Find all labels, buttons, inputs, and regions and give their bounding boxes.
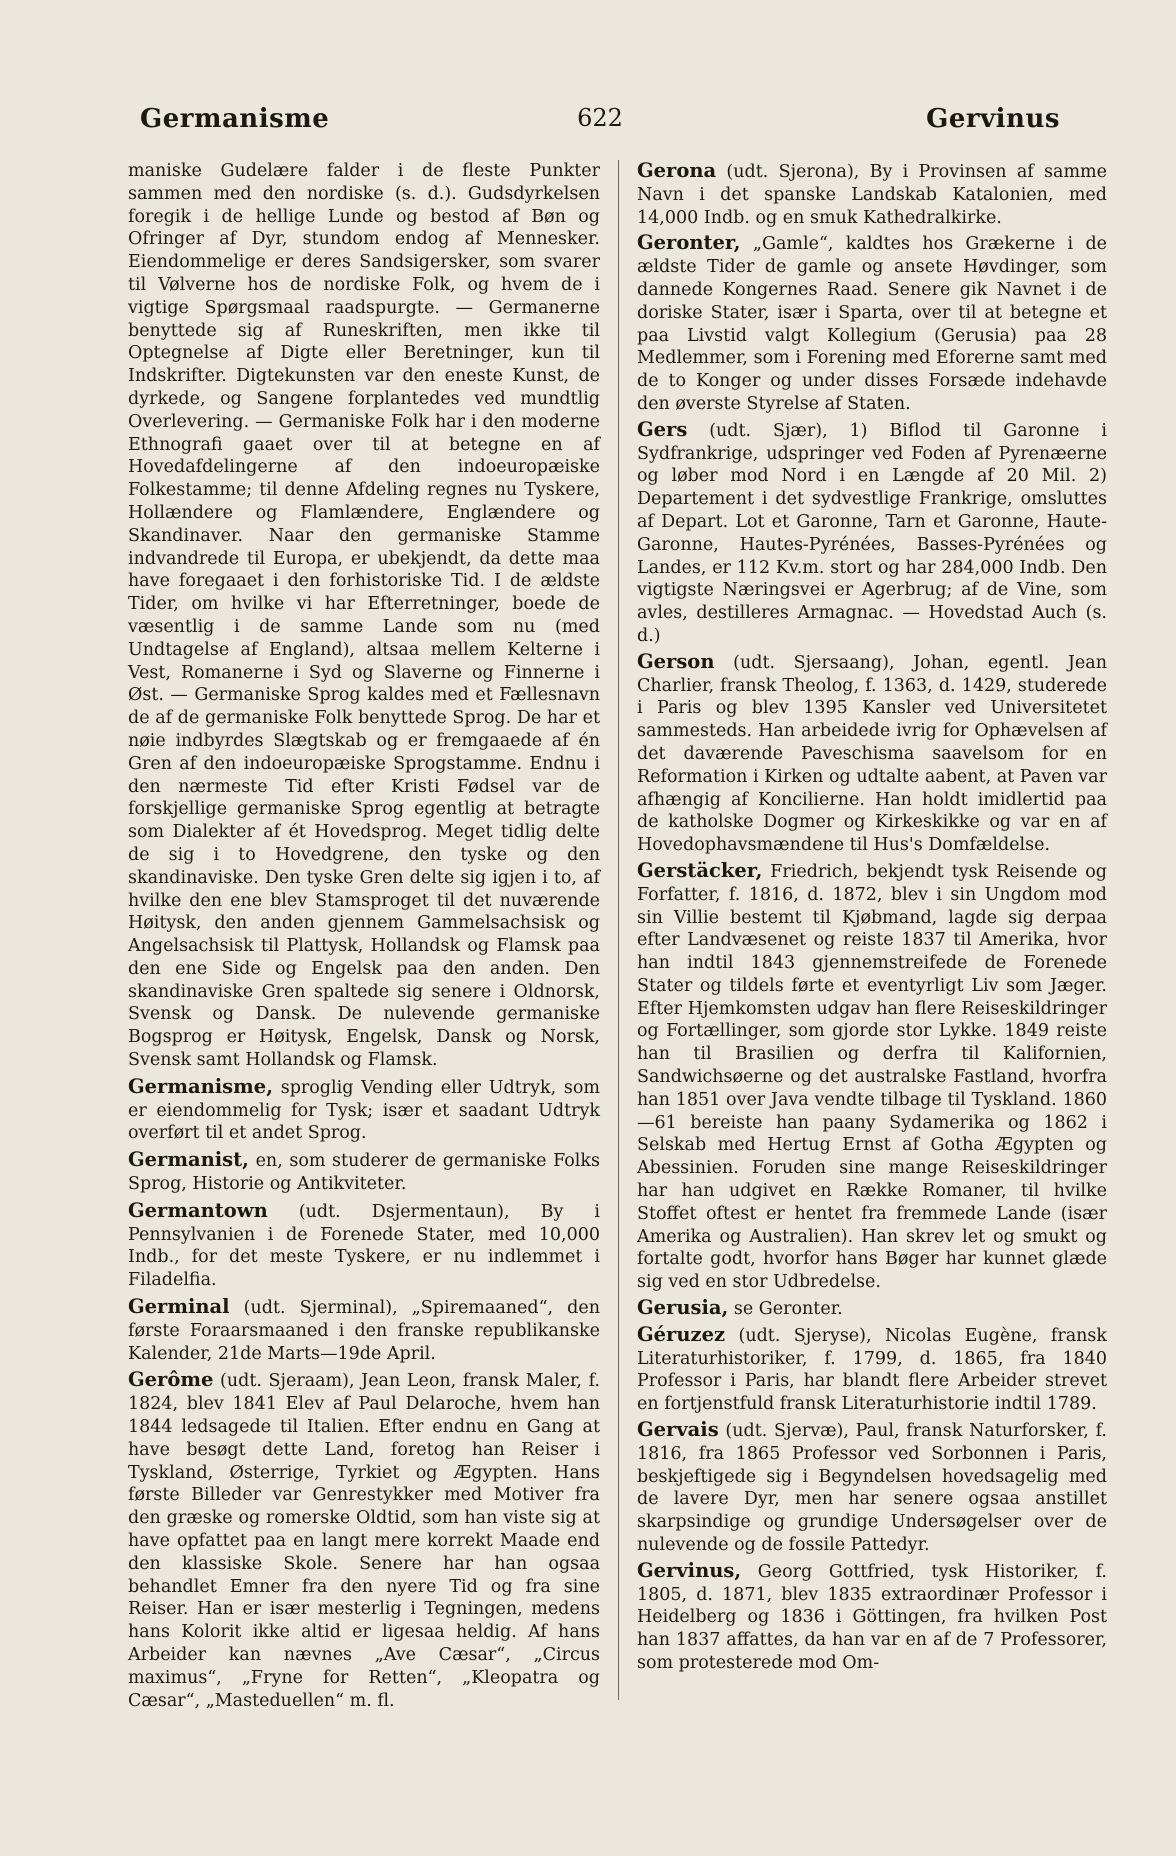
entry-germanist — [128, 1149, 600, 1196]
entry-headword: Germantown — [128, 1198, 268, 1222]
entry-headword: Geronter, — [637, 231, 741, 255]
entry-body: (udt. Sjær), 1) Biflod til Garonne i Sydfrankrige, udspringer ved Foden af Pyrenæerne og løber mod Nord i en Længde af 20 Mil. 2) Departement i det sydvestlige Frankrige, omsluttes af Depart. Lot et Garonne, Tarn et Garonne, Haute-Garonne, Hautes-Pyrénées, Basses-Pyrénées og Landes, er 112 Kv.m. stort og har 284,000 Indb. Den vigtigste Næringsvei er Agerbrug; af de Vine, som avles, destilleres Armagnac. — Hovedstad Auch (s. d.) — [637, 420, 1107, 646]
entry-gers — [637, 419, 1107, 648]
entry-body: (udt. Sjeraam), Jean Leon, fransk Maler, f. 1824, blev 1841 Elev af Paul Delaroche, hvem han 1844 ledsagede til Italien. Efter endnu en Gang at have besøgt dette Land, foretog han Reiser i Tyskland, Østerrige, Tyrkiet og Ægypten. Hans første Billeder var Genrestykker med Motiver fra den græske og romerske Oldtid, som han viste sig at have opfattet paa en langt mere korrekt Maade end den klassiske Skole. Senere har han ogsaa behandlet Emner fra den nyere Tid og fra sine Reiser. Han er især mesterlig i Tegningen, medens hans Kolorit ikke altid er ligesaa heldig. Af hans Arbeider kan nævnes „Ave Cæsar“, „Circus maximus“, „Fryne for Retten“, „Kleopatra og Cæsar“, „Masteduellen“ m. fl. — [128, 1371, 600, 1711]
entry-gerome — [128, 1369, 600, 1712]
entry-gervais — [637, 1419, 1107, 1557]
entry-headword: Germanist, — [128, 1148, 249, 1172]
entry-headword: Gerson — [637, 649, 715, 673]
continued-entry-text: maniske Gudelære falder i de fleste Punkter sammen med den nordiske (s. d.). Gudsdyrkelsen foregik i de hellige Lunde og bestod af Bøn og Ofringer af Dyr, stundom endog af Mennesker. Eiendommelige er deres Sandsigersker, som svarer til Vølverne hos de nordiske Folk, og hvem de i vigtige Spørgsmaal raadspurgte. — Germanerne benyttede sig af Runeskriften, men ikke til Optegnelse af Digte eller Beretninger, kun til Indskrifter. Digtekunsten var den eneste Kunst, de dyrkede, og Sangene forplantedes ved mundtlig Overlevering. — Germaniske Folk har i den moderne Ethnografi gaaet over til at betegne en af Hovedafdelingerne af den indoeuropæiske Folkestamme; til denne Afdeling regnes nu Tyskere, Hollændere og Flamlændere, Englændere og Skandinaver. Naar den germaniske Stamme indvandrede til Europa, er ubekjendt, da dette maa have foregaaet i den forhistoriske Tid. I de ældste Tider, om hvilke vi har Efterretninger, boede de væsentlig i de samme Lande som nu (med Undtagelse af England), altsaa mellem Kelterne i Vest, Romanerne i Syd og Slaverne og Finnerne i Øst. — Germaniske Sprog kaldes med et Fællesnavn de af de germaniske Folk benyttede Sprog. De har et nøie indbyrdes Slægtskab og er fremgaaede af én Gren af den indoeuropæiske Sprogstamme. Endnu i den nærmeste Tid efter Kristi Fødsel var de forskjellige germaniske Sprog egentlig at betragte som Dialekter af ét Hovedsprog. Meget tidlig delte de sig i to Hovedgrene, den tyske og den skandinaviske. Den tyske Gren delte sig igjen i to, af hvilke den ene blev Stamsproget til det nuværende Høitysk, den anden gjennem Gammelsachsisk og Angelsachsisk til Plattysk, Hollandsk og Flamsk paa den ene Side og Engelsk paa den anden. Den skandinaviske Gren spaltede sig senere i Oldnorsk, Svensk og Dansk. De nulevende germaniske Bogsprog er Høitysk, Engelsk, Dansk og Norsk, Svensk samt Hollandsk og Flamsk. — [128, 161, 600, 1071]
entry-body: sproglig Vending eller Udtryk, som er eiendommelig for Tysk; især et saadant Udtryk overført til et andet Sprog. — [128, 1077, 600, 1144]
running-header — [140, 104, 1060, 144]
entry-germanisme — [128, 1076, 600, 1145]
entry-headword: Gerôme — [128, 1368, 214, 1392]
entry-headword: Gerona — [637, 159, 717, 182]
entry-body: (udt. Sjersaang), Johan, egentl. Jean Charlier, fransk Theolog, f. 1363, d. 1429, studerede i Paris og blev 1395 Kansler ved Universitetet sammesteds. Han arbeidede ivrig for Ophævelsen af det daværende Paveschisma saavelsom for en Reformation i Kirken og udtalte aabent, at Paven var afhængig af Koncilierne. Han holdt imidlertid paa de katholske Dogmer og Kirkeskikke og var en af Hovedophavsmændene til Hus's Domfældelse. — [637, 652, 1107, 856]
entry-body: (udt. Sjeryse), Nicolas Eugène, fransk Literaturhistoriker, f. 1799, d. 1865, fra 1840 Professor i Paris, har blandt flere Arbeider strevet en fortjenstfuld fransk Literaturhistorie indtil 1789. — [637, 1325, 1107, 1415]
entry-gerusia — [637, 1297, 1107, 1321]
entry-geruzez — [637, 1324, 1107, 1416]
entry-body: (udt. Dsjermentaun), By i Pennsylvanien i de Forenede Stater, med 10,000 Indb., for det meste Tyskere, er nu indlemmet i Filadelfia. — [128, 1201, 600, 1291]
entry-body: Georg Gottfried, tysk Historiker, f. 1805, d. 1871, blev 1835 extraordinær Professor i Heidelberg og 1836 i Göttingen, fra hvilken Post han 1837 affattes, da han var en af de 7 Professorer, som protesterede mod Om- — [637, 1561, 1107, 1673]
right-column — [637, 160, 1107, 1678]
entry-gerstaecker — [637, 860, 1107, 1294]
entry-headword: Gervinus, — [637, 1558, 742, 1582]
page-number: 622 — [577, 104, 623, 132]
entry-headword: Gerusia, — [637, 1296, 729, 1320]
entry-geronter — [637, 232, 1107, 415]
entry-body: (udt. Sjervæ), Paul, fransk Naturforsker, f. 1816, fra 1865 Professor ved Sorbonnen i Paris, beskjeftigede sig i Begyndelsen hovedsagelig med de lavere Dyr, men har senere ogsaa anstillet skarpsindige og grundige Undersøgelser over de nulevende og de fossile Pattedyr. — [637, 1421, 1107, 1556]
entry-body: (udt. Sjerona), By i Provinsen af samme Navn i det spanske Landskab Katalonien, med 14,000 Indb. og en smuk Kathedralkirke. — [637, 162, 1107, 228]
entry-body: „Gamle“, kaldtes hos Grækerne i de ældste Tider de gamle og ansete Høvdinger, som dannede Kongernes Raad. Senere gik Navnet i de doriske Stater, især i Sparta, over til at betegne et paa Livstid valgt Kollegium (Gerusia) paa 28 Medlemmer, som i Forening med Eforerne samt med de to Konger og under disses Forsæde indehavde den øverste Styrelse af Staten. — [637, 234, 1107, 414]
entry-germinal — [128, 1296, 600, 1365]
entry-germantown — [128, 1200, 600, 1292]
entry-headword: Germinal — [128, 1295, 230, 1319]
entry-body: (udt. Sjerminal), „Spiremaaned“, den første Foraarsmaaned i den franske republikanske Kalender, 21de Marts—19de April. — [128, 1298, 600, 1364]
entry-gerona — [637, 160, 1107, 229]
entry-headword: Germanisme, — [128, 1074, 273, 1098]
entry-body: se Geronter. — [728, 1299, 843, 1320]
entry-body: en, som studerer de germaniske Folks Sprog, Historie og Antikviteter. — [128, 1151, 600, 1195]
column-divider — [618, 160, 619, 1700]
header-right-guideword: Gervinus — [926, 104, 1060, 134]
entry-gerson — [637, 651, 1107, 857]
entry-headword: Gervais — [637, 1418, 719, 1442]
entry-headword: Géruzez — [637, 1322, 726, 1346]
entry-headword: Gers — [637, 417, 688, 441]
entry-body: Friedrich, bekjendt tysk Reisende og Forfatter, f. 1816, d. 1872, blev i sin Ungdom mod sin Villie bestemt til Kjøbmand, lagde sig derpaa efter Landvæsenet og reiste 1837 til Amerika, hvor han indtil 1843 gjennemstreifede de Forenede Stater og tildels førte et eventyrligt Liv som Jæger. Efter Hjemkomsten udgav han flere Reiseskildringer og Fortællinger, som gjorde stor Lykke. 1849 reiste han til Brasilien og derfra til Kalifornien, Sandwichsøerne og det australske Fastland, hvorfra han 1851 over Java vendte tilbage til Tyskland. 1860—61 bereiste han paany Sydamerika og 1862 i Selskab med Hertug Ernst af Gotha Ægypten og Abessinien. Foruden sine mange Reiseskildringer har han udgivet en Række Romaner, til hvilke Stoffet oftest er hentet fra fremmede Lande (især Amerika og Australien). Han skrev let og smukt og fortalte godt, hvorfor hans Bøger har kunnet glæde sig ved en stor Udbredelse. — [637, 861, 1107, 1293]
entry-headword: Gerstäcker, — [637, 858, 763, 882]
left-column — [128, 160, 600, 1716]
entry-gervinus — [637, 1560, 1107, 1675]
header-left-guideword: Germanisme — [140, 104, 330, 134]
